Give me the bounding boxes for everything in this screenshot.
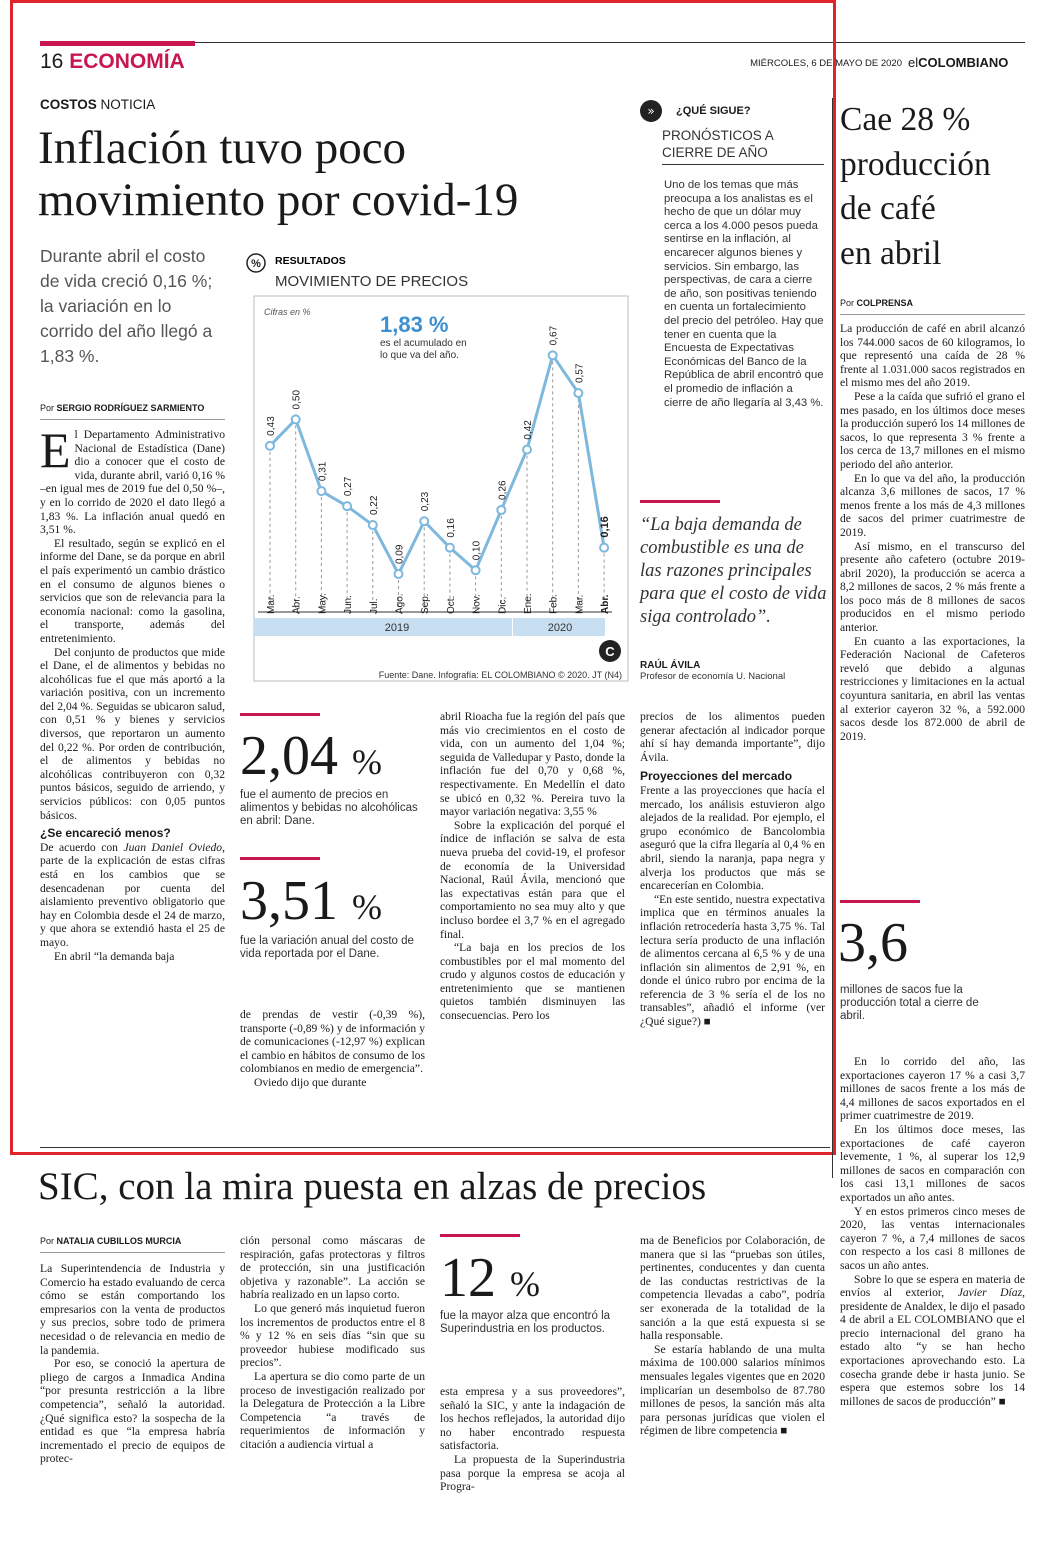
value-label: 0,67 (548, 325, 560, 346)
data-point (266, 442, 274, 450)
value-label: 0,22 (368, 495, 380, 516)
sic-stat-accent (440, 1234, 520, 1237)
stat2-accent (240, 857, 320, 860)
cafe-stat-accent (840, 900, 920, 903)
sic-top-rule (40, 1147, 830, 1148)
value-label: 0,31 (317, 461, 329, 482)
value-label: 0,26 (497, 480, 509, 500)
value-label: 0,16 (445, 518, 457, 538)
que-sigue-sidebar (640, 100, 830, 410)
cafe-headline: Cae 28 % producción de café en abril (840, 101, 991, 272)
pull-quote: “La baja demanda de combustible es una de las razones principales para que el costo de vida siga controlado”. (640, 515, 827, 627)
category-label: Jul. (368, 598, 380, 614)
sic-column-1: La Superintendencia de Industria y Comercio ha estado evaluando de cerca cómo se están comportando los empresarios con la venta de productos y sus precios, sobre todo de primera necesidad o de relevancia en medio de la pandemia. Por eso, se conoció la apertura de pliego de cargos a Inmadica Andina “por presunta restricción a la libre competencia”, señaló la autoridad. ¿Qué significa esto? la sospecha de la entidad es que “la empresa habría incrementado el precio de equipos de protec- (40, 1262, 225, 1466)
data-point (446, 544, 454, 552)
stat2-value: 3,51 % (240, 870, 382, 932)
page-date: MIÉRCOLES, 6 DE MAYO DE 2020 (750, 58, 902, 69)
category-label: Mar. (574, 594, 586, 614)
callout-text-2: lo que va del año. (380, 350, 459, 361)
infographic-logo-mark: C (605, 644, 615, 659)
data-point (523, 446, 531, 454)
sic-headline: SIC, con la mira puesta en alzas de precios (38, 1165, 707, 1208)
year-band-2019 (254, 618, 512, 636)
category-label: Sep. (420, 593, 432, 614)
value-label: 0,16 (599, 516, 612, 538)
chart-kicker: RESULTADOS (275, 255, 346, 267)
sidebar-kicker: ¿QUÉ SIGUE? (676, 105, 751, 117)
category-label: Abr. (600, 594, 612, 614)
brand-logo: elCOLOMBIANO (908, 55, 1009, 70)
stat1-value: 2,04 % (240, 725, 382, 787)
subhead-proyecciones: Proyecciones del mercado (640, 769, 793, 784)
data-point (574, 389, 582, 397)
category-label: Ago. (394, 593, 406, 614)
category-label: May. (317, 593, 329, 614)
category-label: Mar. (266, 594, 277, 614)
byline-rule (40, 419, 225, 420)
cafe-stat-caption: millones de sacos fue la producción total a cierre de abril. (840, 984, 979, 1022)
sidebar-body: Uno de los temas que más preocupa a los analistas es el hecho de que un dólar muy cerca a los 4.000 pesos pueda sentirse en la inflación, al encarecer algunos bienes y servicios. Sin embargo, las perspectivas, de cara a cierre de año, son positivas teniendo en cuenta un fortalecimiento del precio del petróleo. Hay que tener en cuenta que la Encuesta de Expectativas Económicas del Banco de la República de abril encontró que el promedio de inflación a cierre de año llegaría al 3,43 %. (664, 179, 824, 409)
headline: Inflación tuvo poco movimiento por covid-19 (38, 122, 519, 226)
cafe-column-a: La producción de café en abril alcanzó los 744.000 sacos de 60 kilogramos, lo que representó una caída de 28 % frente al 1.031.000 sacos registrados en el mismo mes del año 2019. Pese a la caída que sufrió el grano el mes pasado, en los últimos doce meses la producción superó los 14 millones de sacos, lo que representa 3 % frente a los cerca de 13,7 millones en el mismo periodo del año anterior. En lo que va del año, la producción alcanza 3,6 millones de sacos, 17 % menos frente a los más de 4,3 millones de sacos del primer cuatrimestre de 2019. Así mismo, en el transcurso del presente año cafetero (octubre 2019-abril 2020), la producción se acerca a 8,2 millones de sacos, 2 % más frente a los poco más de 8 millones de sacos producidos en el mismo periodo anterior. En cuanto a las exportaciones, la Federación Nacional de Cafeteros reveló que debido a algunas restricciones y limitaciones en la actual coyuntura sanitaria, en abril las ventas al exterior cayeron 32 %, a 592.000 sacos desde los 872.000 de abril de 2019. (840, 322, 1025, 743)
cafe-divider (832, 98, 833, 1178)
chart-title: MOVIMIENTO DE PRECIOS (275, 273, 469, 290)
data-point (497, 506, 505, 514)
category-label: Feb. (548, 593, 560, 614)
main-column-1: E l Departamento Administrativo Nacional de Estadística (Dane) dio a conocer que el costo de vida, durante abril, varió 0,16 % –en igual mes de 2019 fue del 0,50 %–, y en lo corrido de 2020 el dato llegó a 1,83 %. La inflación anual quedó en 3,51 %. El resultado, según se explicó en el informe del Dane, se da porque en abril el país experimentó un cambio drástico en el consumo de algunos bienes o servicios que son de relevancia para la economía nacional: como la gasolina, el transporte, además del entretenimiento. Del conjunto de productos que mide el Dane, el de alimentos y bebidas no alcohólicas fue el que más aportó a la variación positiva, con un incremento del 2,04 %. Seguidas se ubicaron salud, con 0,51 % y bienes y servicios diversos, que reportaron un aumento del 0,22 %. Por orden de contribución, el de alimentos y bebidas no alcohólicas contribuyeron con 0,32 puntos básicos, seguido de arriendo, y servicios públicos: con 0,05 puntos básicos. ¿Se encareció menos? De acuerdo con Juan Daniel Oviedo, parte de la explicación de estas cifras está en los cambios que se desencadenan por cuenta del aislamiento preventivo obligatorio que hay en Colombia desde el 24 de marzo, y que ahora se extendió hasta el 25 de mayo. En abril “la demanda baja (40, 422, 225, 963)
sic-stat-value: 12 % (440, 1247, 540, 1309)
kicker: COSTOS NOTICIA (40, 97, 156, 112)
sidebar-rule (662, 164, 824, 165)
value-label: 0,23 (420, 491, 432, 512)
sic-column-2: ción personal como máscaras de respiración, gafas protectoras y filtros de protección, sin una justificación objetiva y razonable”. La acción se habría realizado en un lapso corto. Lo que generó más inquietud fueron los incrementos de productos entre el 8 % y 12 % en seis días “sin que su proveedor hubiese modificado sus precios”. La apertura se dio como parte de un proceso de investigación realizado por la Delegatura de Protección a la Libre Competencia “a través de requerimientos de información y citación a audiencia virtual a (240, 1234, 425, 1451)
page-number: 16 (40, 50, 64, 73)
callout-value: 1,83 % (380, 312, 449, 337)
data-point (292, 415, 300, 423)
category-label: Dic. (497, 596, 509, 614)
cafe-column-b: En lo corrido del año, las exportaciones cayeron 17 % a casi 3,7 millones de sacos frente a los más de 4,4 millones de sacos exportados en el primer cuatrimestre de 2019. En los últimos doce meses, las exportaciones de café cayeron levemente, 1 %, al superar los 12,9 millones de sacos en comparación con los casi 13,1 millones de sacos exportados un año antes. Y en estos primeros cinco meses de 2020, las ventas internacionales cayeron 7 %, a 7,4 millones de sacos con respecto a los casi 8 millones de sacos un año antes. Sobre lo que se espera en materia de envíos al exterior, Javier Díaz, presidente de Analdex, le dijo el pasado 4 de abril a EL COLOMBIANO que el precio internacional del grano ha estado alto “y se han hecho exportaciones aprovechando esto. La cosecha grande debe ir hasta junio. Se espera que estemos sobre los 14 millones de sacos de producción” ■ (840, 1055, 1025, 1408)
lead-paragraph: Durante abril el costo de vida creció 0,16 %; la variación en lo corrido del año llegó a 1,83 %. (40, 246, 213, 366)
sic-byline-rule (40, 1252, 225, 1253)
forward-icon: » (640, 100, 662, 122)
quote-accent (640, 500, 720, 503)
value-label: 0,10 (471, 540, 483, 561)
sic-stat-caption: fue la mayor alza que encontró la Superindustria en los productos. (440, 1310, 611, 1335)
stat2-caption: fue la variación anual del costo de vida reportada por el Dane. (240, 935, 414, 960)
sic-column-3: esta empresa y a sus proveedores”, señaló la SIC, y ante la indagación de los hechos reflejados, la autoridad dijo no haber encontrado respuesta satisfactoria. La propuesta de la Superindustria pasa porque la empresa se acoja al Progra- (440, 1385, 625, 1494)
year-label-2019: 2019 (384, 622, 410, 634)
cafe-stat-value: 3,6 (838, 912, 908, 974)
cafe-byline-rule (840, 314, 1025, 315)
sic-column-4: ma de Beneficios por Colaboración, de manera que si las “pruebas son útiles, pertinentes, conducentes y dan cuenta de las conductas restrictivas de la competencia llevadas a cabo”, podría ser exonerada de la totalidad de la sanción a la que está expuesta si se halla responsable. Se estaría hablando de una multa máxima de 100.000 salarios mínimos mensuales legales vigentes que en 2020 implicarían un desembolso de 87.780 millones de pesos, la sanción más alta para personas jurídicas que violen el régimen de libre competencia ■ (640, 1234, 825, 1438)
category-label: Nov. (471, 594, 483, 614)
category-label: Jun. (343, 595, 355, 614)
data-point (420, 517, 428, 525)
data-point (600, 544, 608, 552)
dropcap: E (40, 422, 71, 478)
value-label: 0,50 (291, 389, 303, 410)
value-label: 0,42 (523, 420, 534, 440)
chart-source: Fuente: Dane. Infografía: EL COLOMBIANO © 2020. JT (N4) (378, 670, 622, 680)
data-point (343, 502, 351, 510)
data-point (472, 566, 480, 574)
subhead-se-encarecio: ¿Se encareció menos? (40, 826, 171, 841)
main-column-3: abril Rioacha fue la región del país que más vio crecimientos en el costo de vida, con un aumento del 1,04 %; seguida de Valledupar y Pasto, donde la inflación fue del 0,70 y 0,68 %, respectivamente. En Medellín el dato se ubicó en 0,32 %. Pereira tuvo la mayor variación negativa: 3,55 % Sobre la explicación del porqué el índice de inflación se salva de esta nueva prueba del covid-19, el profesor de economía de la Universidad Nacional, Raúl Ávila, mencionó que las expectativas están para que el comportamiento no sea muy alto y que incluso bordee el 3,7 % en el agregado final. “La baja en los precios de los combustibles por el mal momento del crudo y algunos costos de educación y entretenimiento que se mantienen quietos también disminuyen las consecuencias. Pero los (440, 710, 625, 1023)
chart-svg (240, 246, 630, 686)
data-point (369, 521, 377, 529)
category-label: Oct. (445, 595, 457, 614)
sic-byline: Por NATALIA CUBILLOS MURCIA (40, 1236, 182, 1246)
value-label: 0,09 (394, 544, 406, 565)
year-label-2020: 2020 (547, 622, 573, 634)
data-point (395, 570, 403, 578)
main-column-2: de prendas de vestir (-0,39 %), transporte (-0,89 %) y de información y de comunicaciones (-12,97 %) explican el cambio en hábitos de consumo de los colombianos en medio de emergencia”. Oviedo dijo que durante (240, 1008, 425, 1089)
sidebar-title: PRONÓSTICOS A CIERRE DE AÑO (662, 128, 774, 160)
callout-text-1: es el acumulado en (380, 338, 467, 349)
value-label: 0,57 (574, 363, 586, 384)
price-chart (240, 246, 630, 686)
stat1-accent (240, 713, 320, 716)
byline: Por SERGIO RODRÍGUEZ SARMIENTO (40, 403, 205, 413)
chart-unit-note: Cifras en % (264, 307, 311, 317)
data-point (317, 487, 325, 495)
percent-glyph: % (251, 258, 261, 270)
quote-role: Profesor de economía U. Nacional (640, 671, 786, 682)
value-label: 0,27 (343, 476, 355, 497)
value-label: 0,43 (266, 416, 277, 436)
section-name: ECONOMÍA (69, 50, 185, 73)
cafe-byline: Por COLPRENSA (840, 298, 914, 308)
main-column-4: precios de los alimentos pueden generar afectación al indicador porque ahí sí hay demanda importante”, dijo Ávila. Proyecciones del mercado Frente a las proyecciones que hacía el mercado, los análisis estuvieron algo alejados de la realidad. Por ejemplo, el grupo económico de Bancolombia aseguró que la cifra llegaría al 0,4 % en abril, siendo la naranja, papa negra y alverja los productos que más se encarecerían en Colombia. “En este sentido, nuestra expectativa implica que en términos anuales la inflación retrocedería hasta 3,75 %. Tal lectura sería producto de una inflación de alimentos cercana al 6,5 % y de una inflación sin alimentos de 2,91 %, en donde el único rubro por encima de la referencia de 3 % sería el de los no transables”, añadió el informe (ver ¿Qué sigue?) ■ (640, 710, 825, 1029)
category-label: Abr. (291, 596, 303, 614)
quote-author: RAÚL ÁVILA (640, 660, 701, 671)
data-point (549, 351, 557, 359)
stat1-caption: fue el aumento de precios en alimentos y bebidas no alcohólicas en abril: Dane. (240, 789, 418, 827)
category-label: Ene. (523, 593, 534, 614)
